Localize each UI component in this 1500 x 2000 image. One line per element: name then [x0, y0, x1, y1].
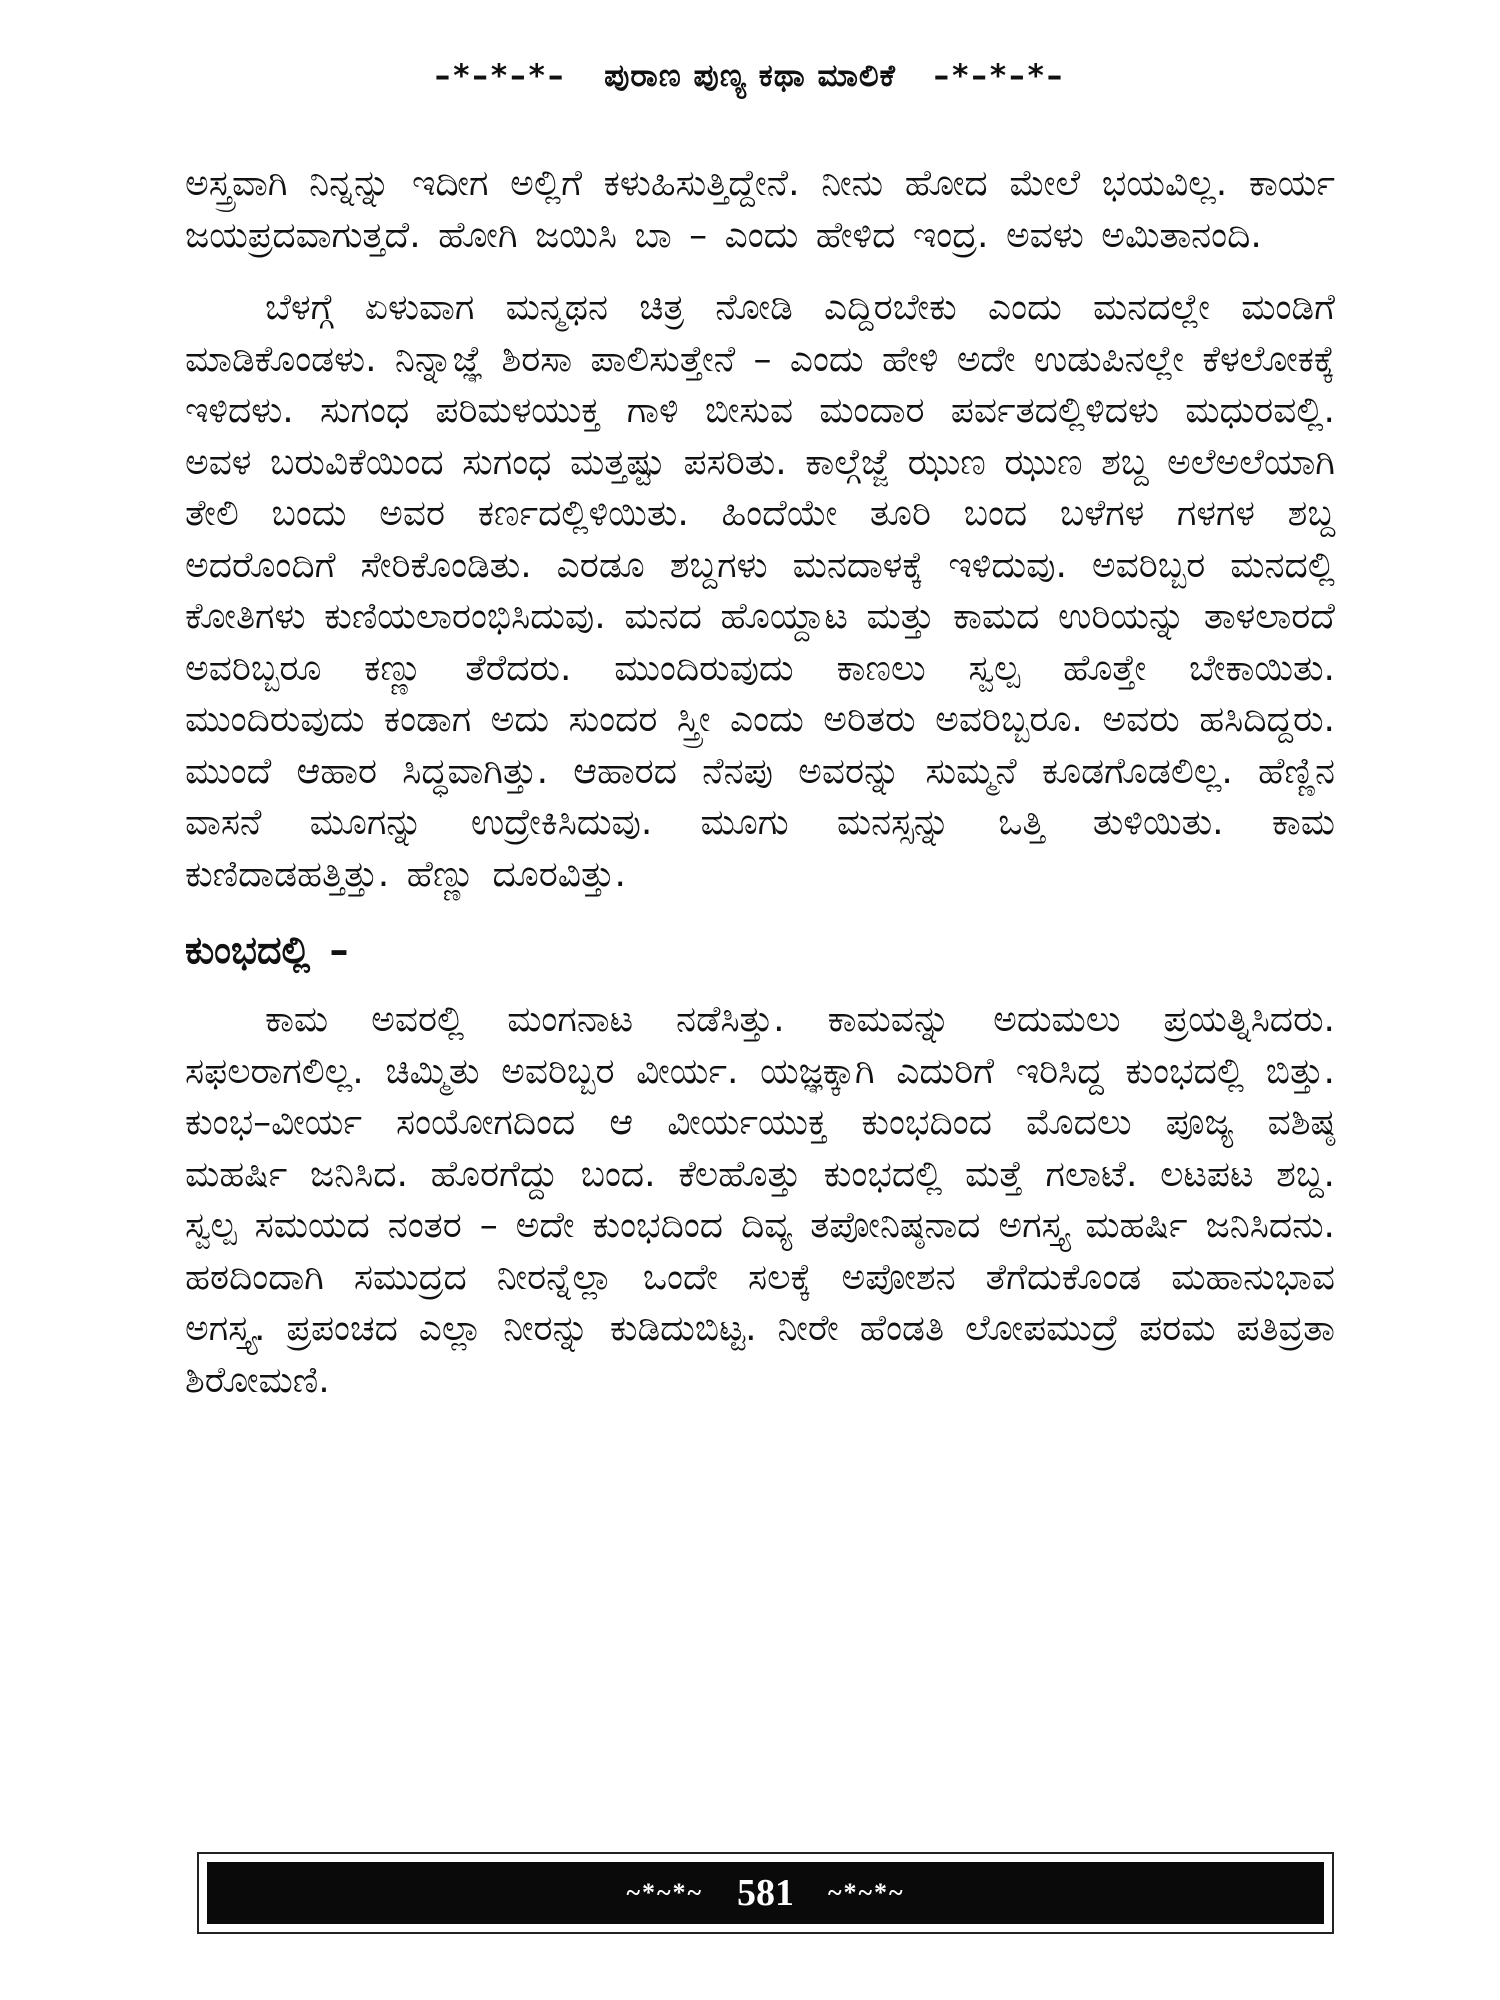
- page-number: 581: [737, 1872, 794, 1914]
- section-heading: ಕುಂಭದಲ್ಲಿ –: [185, 928, 349, 972]
- page-body: [185, 158, 1335, 1406]
- header-ornament-right: –*–*–*–: [933, 58, 1066, 94]
- header-ornament-left: –*–*–*–: [434, 58, 567, 94]
- footer-ornament-right: ~*~*~: [828, 1878, 905, 1907]
- page-footer: [197, 1852, 1334, 1934]
- footer-ornament-left: ~*~*~: [626, 1878, 703, 1907]
- paragraph-3: ಕಾಮ ಅವರಲ್ಲಿ ಮಂಗನಾಟ ನಡೆಸಿತ್ತು. ಕಾಮವನ್ನು ಅದುಮಲು ಪ್ರಯತ್ನಿಸಿದರು. ಸಫಲರಾಗಲಿಲ್ಲ. ಚಿಮ್ಮಿತು ಅವರಿಬ್ಬರ ವೀರ್ಯ. ಯಜ್ಞಕ್ಕಾಗಿ ಎದುರಿಗೆ ಇರಿಸಿದ್ದ ಕುಂಭದಲ್ಲಿ ಬಿತ್ತು. ಕುಂಭ–ವೀರ್ಯ ಸಂಯೋಗದಿಂದ ಆ ವೀರ್ಯಯುಕ್ತ ಕುಂಭದಿಂದ ಮೊದಲು ಪೂಜ್ಯ ವಶಿಷ್ಠ ಮಹರ್ಷಿ ಜನಿಸಿದ. ಹೊರಗೆದ್ದು ಬಂದ. ಕೆಲಹೊತ್ತು ಕುಂಭದಲ್ಲಿ ಮತ್ತೆ ಗಲಾಟೆ. ಲಟಪಟ ಶಬ್ದ. ಸ್ವಲ್ಪ ಸಮಯದ ನಂತರ – ಅದೇ ಕುಂಭದಿಂದ ದಿವ್ಯ ತಪೋನಿಷ್ಠನಾದ ಅಗಸ್ತ್ಯ ಮಹರ್ಷಿ ಜನಿಸಿದನು. ಹಠದಿಂದಾಗಿ ಸಮುದ್ರದ ನೀರನ್ನೆಲ್ಲಾ ಒಂದೇ ಸಲಕ್ಕೆ ಅಪೋಶನ ತೆಗೆದುಕೊಂಡ ಮಹಾನುಭಾವ ಅಗಸ್ತ್ಯ. ಪ್ರಪಂಚದ ಎಲ್ಲಾ ನೀರನ್ನು ಕುಡಿದುಬಿಟ್ಟ. ನೀರೇ ಹೆಂಡತಿ ಲೋಪಮುದ್ರೆ ಪರಮ ಪತಿವ್ರತಾ ಶಿರೋಮಣಿ.: [185, 999, 1335, 1401]
- footer-band: [207, 1862, 1324, 1924]
- paragraph-1: ಅಸ್ತ್ರವಾಗಿ ನಿನ್ನನ್ನು ಇದೀಗ ಅಲ್ಲಿಗೆ ಕಳುಹಿಸುತ್ತಿದ್ದೇನೆ. ನೀನು ಹೋದ ಮೇಲೆ ಭಯವಿಲ್ಲ. ಕಾರ್ಯ ಜಯಪ್ರದವಾಗುತ್ತದೆ. ಹೋಗಿ ಜಯಿಸಿ ಬಾ – ಎಂದು ಹೇಳಿದ ಇಂದ್ರ. ಅವಳು ಅಮಿತಾನಂದಿ.: [185, 163, 1335, 256]
- paragraph-2: ಬೆಳಗ್ಗೆ ಏಳುವಾಗ ಮನ್ಮಥನ ಚಿತ್ರ ನೋಡಿ ಎದ್ದಿರಬೇಕು ಎಂದು ಮನದಲ್ಲೇ ಮಂಡಿಗೆ ಮಾಡಿಕೊಂಡಳು. ನಿನ್ನಾಜ್ಞೆ ಶಿರಸಾ ಪಾಲಿಸುತ್ತೇನೆ – ಎಂದು ಹೇಳಿ ಅದೇ ಉಡುಪಿನಲ್ಲೇ ಕೆಳಲೋಕಕ್ಕೆ ಇಳಿದಳು. ಸುಗಂಧ ಪರಿಮಳಯುಕ್ತ ಗಾಳಿ ಬೀಸುವ ಮಂದಾರ ಪರ್ವತದಲ್ಲಿಳಿದಳು ಮಧುರವಲ್ಲಿ. ಅವಳ ಬರುವಿಕೆಯಿಂದ ಸುಗಂಧ ಮತ್ತಷ್ಟು ಪಸರಿತು. ಕಾಲ್ಗೆಜ್ಜೆ ಝುಣ ಝುಣ ಶಬ್ದ ಅಲೆಅಲೆಯಾಗಿ ತೇಲಿ ಬಂದು ಅವರ ಕರ್ಣದಲ್ಲಿಳಿಯಿತು. ಹಿಂದೆಯೇ ತೂರಿ ಬಂದ ಬಳೆಗಳ ಗಳಗಳ ಶಬ್ದ ಅದರೊಂದಿಗೆ ಸೇರಿಕೊಂಡಿತು. ಎರಡೂ ಶಬ್ದಗಳು ಮನದಾಳಕ್ಕೆ ಇಳಿದುವು. ಅವರಿಬ್ಬರ ಮನದಲ್ಲಿ ಕೋತಿಗಳು ಕುಣಿಯಲಾರಂಭಿಸಿದುವು. ಮನದ ಹೊಯ್ದಾಟ ಮತ್ತು ಕಾಮದ ಉರಿಯನ್ನು ತಾಳಲಾರದೆ ಅವರಿಬ್ಬರೂ ಕಣ್ಣು ತೆರೆದರು. ಮುಂದಿರುವುದು ಕಾಣಲು ಸ್ವಲ್ಪ ಹೊತ್ತೇ ಬೇಕಾಯಿತು. ಮುಂದಿರುವುದು ಕಂಡಾಗ ಅದು ಸುಂದರ ಸ್ತ್ರೀ ಎಂದು ಅರಿತರು ಅವರಿಬ್ಬರೂ. ಅವರು ಹಸಿದಿದ್ದರು. ಮುಂದೆ ಆಹಾರ ಸಿದ್ಧವಾಗಿತ್ತು. ಆಹಾರದ ನೆನಪು ಅವರನ್ನು ಸುಮ್ಮನೆ ಕೂಡಗೊಡಲಿಲ್ಲ. ಹೆಣ್ಣಿನ ವಾಸನೆ ಮೂಗನ್ನು ಉದ್ರೇಕಿಸಿದುವು. ಮೂಗು ಮನಸ್ಸನ್ನು ಒತ್ತಿ ತುಳಿಯಿತು. ಕಾಮ ಕುಣಿದಾಡಹತ್ತಿತ್ತು. ಹೆಣ್ಣು ದೂರವಿತ್ತು.: [185, 287, 1335, 895]
- book-title: ಪುರಾಣ ಪುಣ್ಯ ಕಥಾ ಮಾಲಿಕೆ: [604, 58, 896, 94]
- running-header: [0, 58, 1500, 95]
